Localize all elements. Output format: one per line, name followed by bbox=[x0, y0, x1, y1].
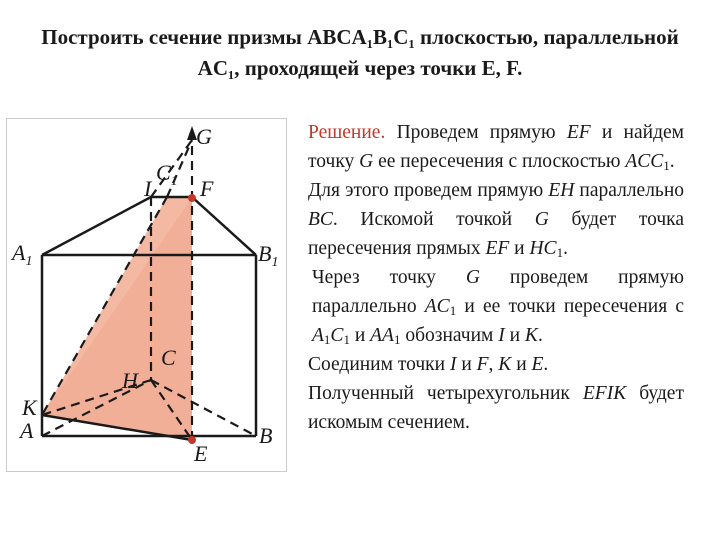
math: HC bbox=[529, 238, 557, 259]
math: K bbox=[524, 325, 538, 346]
solution-step-5 bbox=[308, 379, 684, 437]
label-H: H bbox=[122, 368, 138, 393]
text: будет точка пересечения прямых bbox=[308, 209, 684, 259]
solution-step-1 bbox=[308, 118, 684, 176]
subscript: 1 bbox=[556, 245, 564, 260]
math: BC bbox=[308, 209, 333, 230]
label-F: F bbox=[200, 176, 214, 201]
label-I: I bbox=[144, 176, 152, 201]
text: и найдем точку bbox=[308, 122, 684, 172]
math: AA bbox=[370, 325, 394, 346]
math: EF bbox=[566, 122, 591, 143]
text: и bbox=[509, 325, 521, 346]
prism-diagram bbox=[6, 118, 298, 473]
text: и bbox=[354, 325, 366, 346]
text: и bbox=[516, 354, 527, 375]
text: обозначим bbox=[405, 325, 494, 346]
subscript: 1 bbox=[343, 332, 350, 347]
label-K: K bbox=[22, 395, 37, 420]
label-B: B bbox=[259, 423, 273, 448]
text: Через точку bbox=[312, 267, 436, 288]
text: Для этого проведем прямую bbox=[308, 180, 544, 201]
solution-text bbox=[308, 118, 684, 437]
math: F bbox=[476, 354, 489, 375]
text: параллельно bbox=[579, 180, 685, 201]
math: G bbox=[465, 267, 480, 288]
label-B1: $B_1$ bbox=[258, 241, 279, 270]
text: и bbox=[514, 238, 525, 259]
point-F bbox=[188, 194, 196, 202]
math: EFIK bbox=[582, 383, 627, 404]
text: ее пересечения с плоскостью bbox=[378, 151, 621, 172]
text: . bbox=[543, 354, 549, 375]
math: I bbox=[498, 325, 505, 346]
problem-line-2: AC₁, проходящей через точки E, F. bbox=[197, 56, 523, 80]
label-C: C bbox=[161, 345, 176, 370]
text: проведем прямую параллельно bbox=[312, 267, 684, 317]
math: EH bbox=[548, 180, 575, 201]
text: и bbox=[461, 354, 472, 375]
math: ACC bbox=[625, 151, 664, 172]
label-A1: $A_1$ bbox=[12, 240, 33, 269]
solution-step-4 bbox=[308, 350, 684, 379]
problem-line-1: Построить сечение призмы ABCA₁B₁C₁ плоскостью, параллельной bbox=[41, 25, 679, 49]
solution-heading: Решение. bbox=[308, 122, 386, 143]
label-C1: $C_1$ bbox=[156, 160, 178, 189]
math: C bbox=[330, 325, 344, 346]
math: A bbox=[312, 325, 324, 346]
label-A: A bbox=[20, 418, 34, 443]
text: , bbox=[488, 354, 494, 375]
solution-step-2 bbox=[308, 176, 684, 263]
math: G bbox=[359, 151, 374, 172]
subscript: 1 bbox=[393, 332, 401, 347]
math: AC bbox=[424, 296, 450, 317]
text: будет искомым сечением. bbox=[308, 383, 684, 433]
label-E: E bbox=[194, 441, 208, 466]
math: G bbox=[534, 209, 549, 230]
math: E bbox=[531, 354, 544, 375]
text: Полученный четырехугольник bbox=[308, 383, 570, 404]
solution-step-3 bbox=[308, 263, 684, 350]
text: Проведем прямую bbox=[396, 122, 556, 143]
text: . Искомой точкой bbox=[332, 209, 513, 230]
subscript: 1 bbox=[663, 158, 670, 173]
text: . bbox=[563, 238, 568, 259]
text: Соединим точки bbox=[308, 354, 446, 375]
subscript: 1 bbox=[323, 332, 331, 347]
math: I bbox=[449, 354, 457, 375]
label-G: G bbox=[196, 124, 212, 149]
text: . bbox=[669, 151, 675, 172]
prism-figure bbox=[6, 118, 298, 473]
text: и ее точки пересечения с bbox=[464, 296, 684, 317]
text: . bbox=[537, 325, 543, 346]
math: EF bbox=[485, 238, 510, 259]
subscript: 1 bbox=[449, 303, 457, 318]
math: K bbox=[498, 354, 512, 375]
problem-statement bbox=[10, 22, 710, 84]
